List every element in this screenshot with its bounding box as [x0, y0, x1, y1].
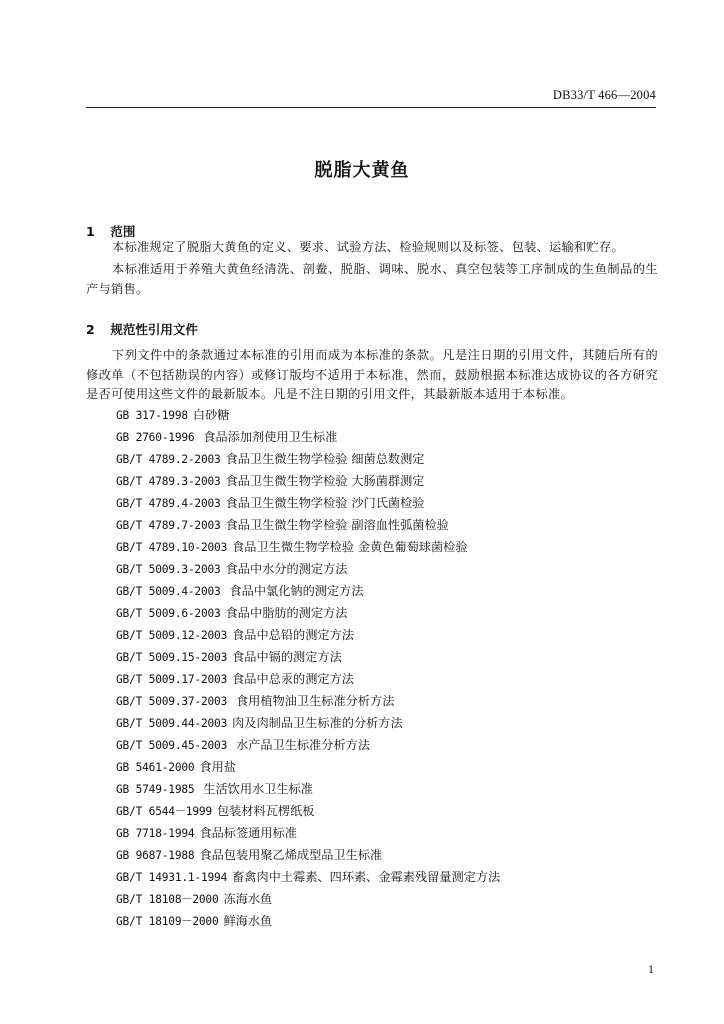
reference-code: GB/T 5009.45-2003: [116, 739, 228, 752]
reference-title: 食品中水分的测定方法: [225, 562, 348, 576]
reference-title: 白砂糖: [192, 408, 230, 422]
reference-item: [116, 404, 500, 426]
reference-item: [116, 844, 500, 866]
reference-item: [116, 712, 500, 734]
reference-title: 食品中脂肪的测定方法: [225, 606, 348, 620]
reference-item: [116, 536, 500, 558]
section-2-number: 2: [86, 322, 95, 337]
reference-item: [116, 624, 500, 646]
reference-code: GB/T 5009.6-2003: [116, 607, 221, 620]
reference-title: 包装材料瓦楞纸板: [216, 804, 315, 818]
reference-item: [116, 492, 500, 514]
reference-item: [116, 426, 500, 448]
reference-code: GB 5749-1985: [116, 783, 195, 796]
reference-title: 食品卫生微生物学检验 沙门氏菌检验: [225, 496, 425, 510]
reference-code: GB/T 4789.10-2003: [116, 541, 228, 554]
reference-code: GB/T 18108－2000: [116, 893, 219, 906]
reference-item: [116, 668, 500, 690]
reference-code: GB 2760-1996: [116, 431, 195, 444]
reference-code: GB 317-1998: [116, 409, 188, 422]
reference-title: 畜禽肉中土霉素、四环素、金霉素残留量测定方法: [232, 870, 501, 884]
document-title: 脱脂大黄鱼: [314, 160, 410, 181]
normative-references-paragraph: 下列文件中的条款通过本标准的引用而成为本标准的条款。凡是注日期的引用文件，其随后所有的修改单（不包括勘误的内容）或修订版均不适用于本标准，然而，鼓励根据本标准达成协议的各方研究是否可使用这些文件的最新版本。凡是不注日期的引用文件，其最新版本适用于本标准。: [86, 348, 658, 401]
reference-title: 食品包装用聚乙烯成型品卫生标准: [199, 848, 383, 862]
reference-code: GB/T 14931.1-1994: [116, 871, 228, 884]
reference-code: GB/T 6544－1999: [116, 805, 212, 818]
reference-code: GB/T 4789.2-2003: [116, 453, 221, 466]
reference-item: [116, 580, 500, 602]
reference-item: [116, 690, 500, 712]
reference-item: [116, 866, 500, 888]
reference-code: GB/T 4789.3-2003: [116, 475, 221, 488]
reference-item: [116, 734, 500, 756]
reference-code: GB 9687-1988: [116, 849, 195, 862]
reference-title: 食品中氯化钠的测定方法: [225, 584, 364, 598]
reference-title: 食品卫生微生物学检验 细菌总数测定: [225, 452, 425, 466]
reference-title: 食用植物油卫生标准分析方法: [232, 694, 395, 708]
reference-item: [116, 756, 500, 778]
scope-paragraph-1: 本标准规定了脱脂大黄鱼的定义、要求、试验方法、检验规则以及标签、包装、运输和贮存。: [112, 240, 624, 254]
section-1-title: 范围: [110, 224, 136, 239]
reference-code: GB/T 5009.4-2003: [116, 585, 221, 598]
reference-item: [116, 778, 500, 800]
reference-title: 食品中总铅的测定方法: [232, 628, 354, 642]
reference-title: 鲜海水鱼: [223, 914, 273, 928]
reference-item: [116, 558, 500, 580]
page-number: 1: [648, 962, 654, 976]
section-2-heading: [86, 320, 198, 338]
reference-title: 食品中镉的测定方法: [232, 650, 342, 664]
reference-item: [116, 448, 500, 470]
reference-item: [116, 888, 500, 910]
reference-title: 食品卫生微生物学检验 大肠菌群测定: [225, 474, 425, 488]
reference-title: 冻海水鱼: [223, 892, 273, 906]
reference-code: GB/T 5009.15-2003: [116, 651, 228, 664]
reference-code: GB/T 5009.17-2003: [116, 673, 228, 686]
header-rule: [86, 107, 656, 108]
reference-item: [116, 470, 500, 492]
reference-title: 生活饮用水卫生标准: [199, 782, 313, 796]
reference-code: GB/T 4789.7-2003: [116, 519, 221, 532]
scope-paragraph-2: 本标准适用于养殖大黄鱼经清洗、剖鲞、脱脂、调味、脱水、真空包装等工序制成的生鱼制品的生产与销售。: [86, 262, 658, 296]
reference-list: [116, 404, 500, 932]
reference-item: [116, 646, 500, 668]
reference-code: GB/T 5009.44-2003: [116, 717, 228, 730]
reference-title: 肉及肉制品卫生标准的分析方法: [232, 716, 403, 730]
reference-title: 食品卫生微生物学检验 副溶血性弧菌检验: [225, 518, 449, 532]
reference-code: GB/T 5009.3-2003: [116, 563, 221, 576]
reference-code: GB 7718-1994: [116, 827, 195, 840]
reference-title: 食品中总汞的测定方法: [232, 672, 354, 686]
reference-code: GB/T 18109－2000: [116, 915, 219, 928]
reference-code: GB/T 5009.12-2003: [116, 629, 228, 642]
reference-code: GB/T 4789.4-2003: [116, 497, 221, 510]
reference-code: GB/T 5009.37-2003: [116, 695, 228, 708]
reference-title: 水产品卫生标准分析方法: [232, 738, 371, 752]
reference-code: GB 5461-2000: [116, 761, 195, 774]
reference-title: 食品卫生微生物学检验 金黄色葡萄球菌检验: [232, 540, 468, 554]
reference-title: 食品添加剂使用卫生标准: [199, 430, 338, 444]
standard-code: DB33/T 466—2004: [552, 88, 656, 102]
reference-title: 食品标签通用标准: [199, 826, 297, 840]
reference-item: [116, 822, 500, 844]
reference-item: [116, 602, 500, 624]
reference-item: [116, 514, 500, 536]
section-1-number: 1: [86, 224, 95, 239]
section-2-title: 规范性引用文件: [110, 322, 198, 337]
reference-item: [116, 910, 500, 932]
reference-title: 食用盐: [199, 760, 236, 774]
reference-item: [116, 800, 500, 822]
